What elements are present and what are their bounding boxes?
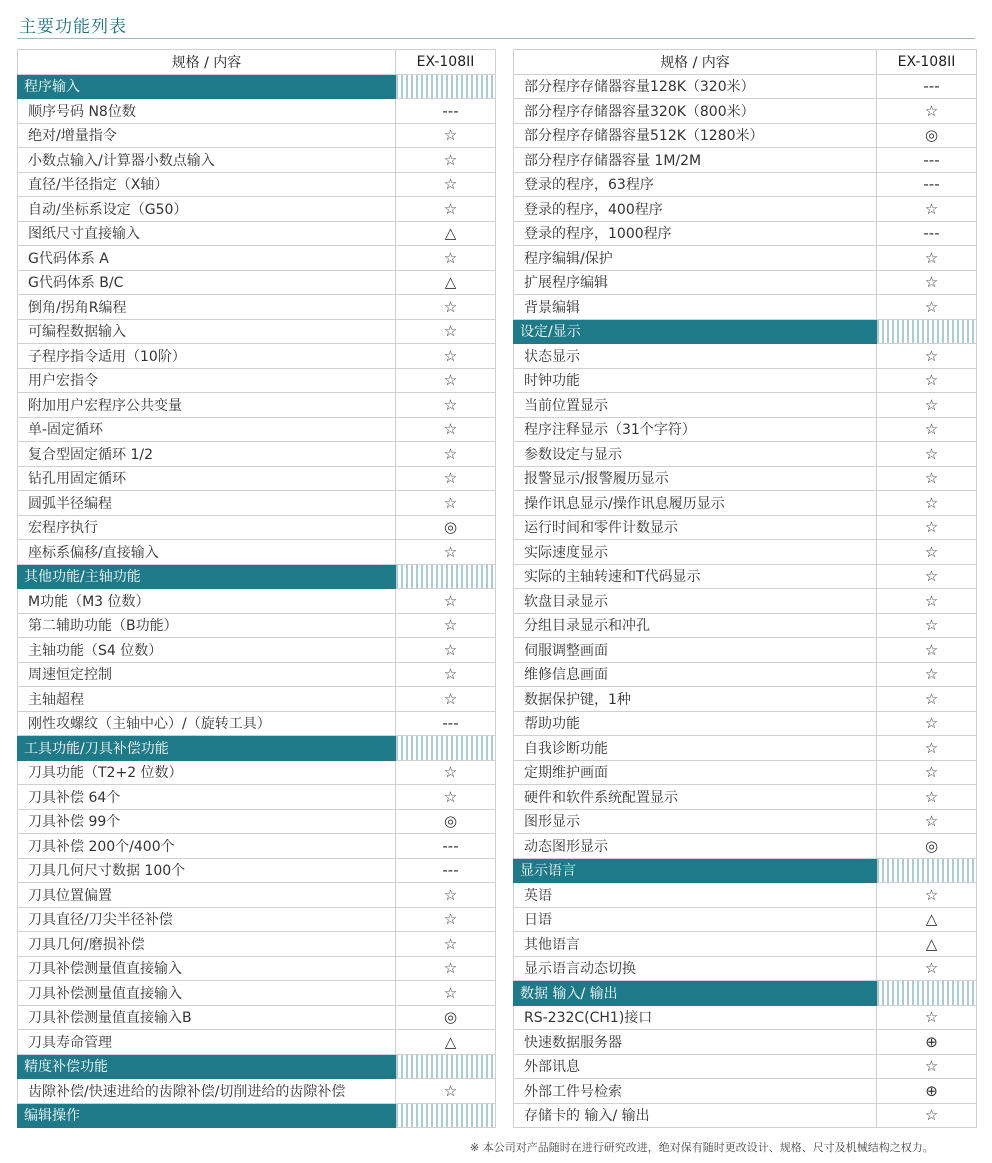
spec-column-header: 规格 / 内容 [514, 50, 877, 75]
availability-mark: ☆ [877, 368, 977, 393]
availability-mark: ☆ [396, 932, 496, 957]
spec-label: 用户宏指令 [18, 368, 396, 393]
spec-label: 参数设定与显示 [514, 442, 877, 467]
spec-label: 登录的程序，63程序 [514, 172, 877, 197]
availability-mark: ☆ [877, 1005, 977, 1030]
spec-label: 软盘目录显示 [514, 589, 877, 614]
spec-label: 自我诊断功能 [514, 736, 877, 761]
table-row [514, 834, 977, 859]
spec-label: 扩展程序编辑 [514, 270, 877, 295]
section-header-row [18, 736, 496, 761]
table-row [18, 295, 496, 320]
table-row [18, 858, 496, 883]
table-row [18, 638, 496, 663]
section-header-row [18, 1103, 496, 1128]
availability-mark: ☆ [396, 638, 496, 663]
table-row [18, 246, 496, 271]
table-row [514, 883, 977, 908]
availability-mark: ☆ [877, 687, 977, 712]
table-row [18, 589, 496, 614]
table-row [18, 613, 496, 638]
availability-mark: ☆ [396, 319, 496, 344]
spec-label: 主轴超程 [18, 687, 396, 712]
section-title: 显示语言 [514, 858, 877, 883]
header-row [514, 50, 977, 75]
availability-mark: ☆ [396, 907, 496, 932]
table-row [18, 270, 496, 295]
spec-label: 部分程序存储器容量128K（320米） [514, 74, 877, 99]
table-row [514, 393, 977, 418]
title-divider [17, 38, 975, 39]
table-row [514, 417, 977, 442]
section-pattern [877, 858, 977, 883]
table-row [18, 344, 496, 369]
availability-mark: ☆ [396, 368, 496, 393]
spec-label: 图形显示 [514, 809, 877, 834]
availability-mark: ☆ [396, 956, 496, 981]
availability-mark: ☆ [877, 711, 977, 736]
availability-mark: --- [877, 148, 977, 173]
availability-mark: ☆ [396, 883, 496, 908]
table-row [514, 442, 977, 467]
section-title: 工具功能/刀具补偿功能 [18, 736, 396, 761]
spec-label: 背景编辑 [514, 295, 877, 320]
table-row [514, 540, 977, 565]
table-row [514, 123, 977, 148]
spec-label: 刀具补偿 200个/400个 [18, 834, 396, 859]
spec-label: 操作讯息显示/操作讯息履历显示 [514, 491, 877, 516]
spec-label: 快速数据服务器 [514, 1030, 877, 1055]
availability-mark: ☆ [396, 687, 496, 712]
availability-mark: ☆ [396, 123, 496, 148]
availability-mark: ☆ [396, 981, 496, 1006]
availability-mark: ☆ [877, 736, 977, 761]
availability-mark: ☆ [877, 99, 977, 124]
section-pattern [396, 736, 496, 761]
table-row [514, 956, 977, 981]
table-row [514, 1103, 977, 1128]
spec-label: 英语 [514, 883, 877, 908]
page-title: 主要功能列表 [19, 17, 127, 37]
spec-label: 刀具直径/刀尖半径补偿 [18, 907, 396, 932]
spec-label: 单-固定循环 [18, 417, 396, 442]
availability-mark: --- [396, 99, 496, 124]
spec-label: 程序注释显示（31个字符） [514, 417, 877, 442]
spec-label: 帮助功能 [514, 711, 877, 736]
availability-mark: ◎ [396, 809, 496, 834]
spec-label: 主轴功能（S4 位数） [18, 638, 396, 663]
spec-label: 钻孔用固定循环 [18, 466, 396, 491]
spec-label: 实际速度显示 [514, 540, 877, 565]
availability-mark: ☆ [877, 344, 977, 369]
table-row [18, 1079, 496, 1104]
spec-label: 报警显示/报警履历显示 [514, 466, 877, 491]
availability-mark: ◎ [396, 515, 496, 540]
table-row [514, 466, 977, 491]
spec-label: 刀具几何尺寸数据 100个 [18, 858, 396, 883]
table-row [514, 589, 977, 614]
spec-label: 程序编辑/保护 [514, 246, 877, 271]
spec-table-left [17, 49, 496, 1128]
spec-label: 状态显示 [514, 344, 877, 369]
availability-mark: --- [877, 172, 977, 197]
table-row [18, 907, 496, 932]
section-header-row [514, 858, 977, 883]
table-row [18, 491, 496, 516]
model-column-header: EX-108II [396, 50, 496, 75]
table-row [514, 197, 977, 222]
section-title: 编辑操作 [18, 1103, 396, 1128]
availability-mark: ☆ [396, 172, 496, 197]
spec-label: 刀具补偿测量值直接输入B [18, 1005, 396, 1030]
table-row [514, 295, 977, 320]
section-header-row [18, 564, 496, 589]
availability-mark: ☆ [877, 589, 977, 614]
table-row [514, 785, 977, 810]
table-row [18, 148, 496, 173]
availability-mark: ☆ [877, 883, 977, 908]
section-pattern [396, 1103, 496, 1128]
availability-mark: ☆ [877, 466, 977, 491]
spec-label: G代码体系 A [18, 246, 396, 271]
spec-label: 图纸尺寸直接输入 [18, 221, 396, 246]
table-row [18, 540, 496, 565]
spec-label: 部分程序存储器容量 1M/2M [514, 148, 877, 173]
availability-mark: ☆ [877, 246, 977, 271]
table-row [18, 221, 496, 246]
table-row [18, 981, 496, 1006]
availability-mark: ☆ [877, 197, 977, 222]
table-row [514, 515, 977, 540]
spec-label: 自动/坐标系设定（G50） [18, 197, 396, 222]
table-row [514, 907, 977, 932]
spec-label: 动态图形显示 [514, 834, 877, 859]
table-row [514, 148, 977, 173]
availability-mark: --- [396, 711, 496, 736]
section-title: 数据 输入/ 输出 [514, 981, 877, 1006]
spec-label: 硬件和软件系统配置显示 [514, 785, 877, 810]
availability-mark: ☆ [396, 417, 496, 442]
availability-mark: ☆ [877, 638, 977, 663]
table-row [18, 834, 496, 859]
spec-label: 第二辅助功能（B功能） [18, 613, 396, 638]
table-row [18, 368, 496, 393]
spec-label: 附加用户宏程序公共变量 [18, 393, 396, 418]
availability-mark: ☆ [877, 809, 977, 834]
table-row [18, 932, 496, 957]
availability-mark: ☆ [396, 785, 496, 810]
availability-mark: ☆ [396, 1079, 496, 1104]
spec-label: 显示语言动态切换 [514, 956, 877, 981]
table-row [514, 491, 977, 516]
table-row [514, 172, 977, 197]
table-row [514, 736, 977, 761]
section-pattern [877, 981, 977, 1006]
spec-label: 当前位置显示 [514, 393, 877, 418]
spec-label: 实际的主轴转速和T代码显示 [514, 564, 877, 589]
spec-label: 部分程序存储器容量320K（800米） [514, 99, 877, 124]
header-row [18, 50, 496, 75]
availability-mark: ☆ [396, 760, 496, 785]
table-row [514, 74, 977, 99]
spec-column-header: 规格 / 内容 [18, 50, 396, 75]
table-row [18, 883, 496, 908]
section-title: 设定/显示 [514, 319, 877, 344]
spec-label: 登录的程序，1000程序 [514, 221, 877, 246]
section-pattern [877, 319, 977, 344]
availability-mark: ⊕ [877, 1030, 977, 1055]
table-row [514, 687, 977, 712]
availability-mark: ⊕ [877, 1079, 977, 1104]
table-row [514, 1054, 977, 1079]
availability-mark: ☆ [877, 1054, 977, 1079]
model-column-header: EX-108II [877, 50, 977, 75]
spec-label: 可编程数据输入 [18, 319, 396, 344]
table-row [514, 368, 977, 393]
table-row [18, 417, 496, 442]
spec-label: 顺序号码 N8位数 [18, 99, 396, 124]
availability-mark: ☆ [877, 956, 977, 981]
table-row [18, 466, 496, 491]
availability-mark: ☆ [877, 1103, 977, 1128]
spec-label: 部分程序存储器容量512K（1280米） [514, 123, 877, 148]
availability-mark: ☆ [396, 442, 496, 467]
spec-label: 数据保护键，1种 [514, 687, 877, 712]
section-pattern [396, 564, 496, 589]
availability-mark: --- [396, 834, 496, 859]
table-row [514, 760, 977, 785]
spec-label: 刀具补偿 64个 [18, 785, 396, 810]
table-row [18, 785, 496, 810]
availability-mark: ☆ [396, 662, 496, 687]
availability-mark: ◎ [877, 834, 977, 859]
availability-mark: ☆ [396, 246, 496, 271]
table-row [18, 319, 496, 344]
availability-mark: ☆ [396, 148, 496, 173]
table-row [514, 809, 977, 834]
table-row [18, 760, 496, 785]
section-title: 其他功能/主轴功能 [18, 564, 396, 589]
table-row [514, 1030, 977, 1055]
spec-label: 子程序指令适用（10阶） [18, 344, 396, 369]
availability-mark: ☆ [877, 491, 977, 516]
availability-mark: △ [396, 221, 496, 246]
spec-label: G代码体系 B/C [18, 270, 396, 295]
table-row [514, 1079, 977, 1104]
availability-mark: --- [877, 221, 977, 246]
availability-mark: ☆ [396, 393, 496, 418]
table-row [514, 662, 977, 687]
spec-label: 维修信息画面 [514, 662, 877, 687]
availability-mark: ☆ [877, 417, 977, 442]
availability-mark: ☆ [396, 466, 496, 491]
section-header-row [514, 981, 977, 1006]
table-row [18, 442, 496, 467]
spec-label: 运行时间和零件计数显示 [514, 515, 877, 540]
spec-label: RS-232C(CH1)接口 [514, 1005, 877, 1030]
availability-mark: △ [877, 907, 977, 932]
spec-label: 小数点输入/计算器小数点输入 [18, 148, 396, 173]
spec-label: 外部讯息 [514, 1054, 877, 1079]
table-row [514, 564, 977, 589]
section-pattern [396, 74, 496, 99]
availability-mark: ◎ [396, 1005, 496, 1030]
spec-label: 复合型固定循环 1/2 [18, 442, 396, 467]
spec-label: 伺服调整画面 [514, 638, 877, 663]
availability-mark: --- [877, 74, 977, 99]
spec-label: 刀具补偿 99个 [18, 809, 396, 834]
availability-mark: ☆ [877, 564, 977, 589]
spec-label: 直径/半径指定（X轴） [18, 172, 396, 197]
availability-mark: ◎ [877, 123, 977, 148]
availability-mark: △ [396, 1030, 496, 1055]
table-row [514, 1005, 977, 1030]
table-row [18, 172, 496, 197]
table-row [18, 123, 496, 148]
spec-label: 刀具补偿测量值直接输入 [18, 981, 396, 1006]
availability-mark: △ [877, 932, 977, 957]
availability-mark: ☆ [877, 295, 977, 320]
spec-label: 刀具补偿测量值直接输入 [18, 956, 396, 981]
table-row [18, 1030, 496, 1055]
spec-label: 刀具功能（T2+2 位数） [18, 760, 396, 785]
table-row [18, 956, 496, 981]
table-row [514, 932, 977, 957]
spec-label: 倒角/拐角R编程 [18, 295, 396, 320]
spec-label: 存储卡的 输入/ 输出 [514, 1103, 877, 1128]
availability-mark: ☆ [396, 589, 496, 614]
availability-mark: ☆ [877, 760, 977, 785]
availability-mark: ☆ [877, 662, 977, 687]
spec-label: 其他语言 [514, 932, 877, 957]
table-row [18, 687, 496, 712]
spec-table-right [513, 49, 977, 1128]
table-row [514, 613, 977, 638]
spec-label: 周速恒定控制 [18, 662, 396, 687]
spec-label: 刀具几何/磨损补偿 [18, 932, 396, 957]
availability-mark: ☆ [877, 270, 977, 295]
section-header-row [18, 74, 496, 99]
table-row [18, 99, 496, 124]
spec-label: 绝对/增量指令 [18, 123, 396, 148]
availability-mark: --- [396, 858, 496, 883]
spec-label: 日语 [514, 907, 877, 932]
spec-label: 圆弧半径编程 [18, 491, 396, 516]
table-row [18, 809, 496, 834]
availability-mark: ☆ [877, 785, 977, 810]
availability-mark: ☆ [877, 393, 977, 418]
table-row [514, 344, 977, 369]
table-row [514, 221, 977, 246]
spec-label: M功能（M3 位数） [18, 589, 396, 614]
spec-label: 定期维护画面 [514, 760, 877, 785]
spec-label: 分组目录显示和冲孔 [514, 613, 877, 638]
availability-mark: ☆ [396, 613, 496, 638]
spec-label: 宏程序执行 [18, 515, 396, 540]
availability-mark: ☆ [877, 540, 977, 565]
table-row [514, 99, 977, 124]
spec-label: 齿隙补偿/快速进给的齿隙补偿/切削进给的齿隙补偿 [18, 1079, 396, 1104]
availability-mark: ☆ [877, 442, 977, 467]
availability-mark: ☆ [877, 613, 977, 638]
section-header-row [514, 319, 977, 344]
section-header-row [18, 1054, 496, 1079]
spec-label: 座标系偏移/直接输入 [18, 540, 396, 565]
table-row [514, 711, 977, 736]
spec-label: 刀具寿命管理 [18, 1030, 396, 1055]
section-title: 精度补偿功能 [18, 1054, 396, 1079]
spec-label: 外部工件号检索 [514, 1079, 877, 1104]
table-row [18, 1005, 496, 1030]
footnote: ※ 本公司对产品随时在进行研究改进，绝对保有随时更改设计、规格、尺寸及机械结构之权力。 [470, 1141, 934, 1154]
spec-label: 时钟功能 [514, 368, 877, 393]
availability-mark: △ [396, 270, 496, 295]
section-pattern [396, 1054, 496, 1079]
spec-label: 刀具位置偏置 [18, 883, 396, 908]
table-row [18, 711, 496, 736]
table-row [514, 270, 977, 295]
table-row [18, 197, 496, 222]
table-row [18, 662, 496, 687]
availability-mark: ☆ [396, 540, 496, 565]
table-row [18, 515, 496, 540]
availability-mark: ☆ [396, 295, 496, 320]
section-title: 程序输入 [18, 74, 396, 99]
availability-mark: ☆ [396, 344, 496, 369]
availability-mark: ☆ [396, 491, 496, 516]
availability-mark: ☆ [877, 515, 977, 540]
table-row [514, 246, 977, 271]
table-row [514, 638, 977, 663]
availability-mark: ☆ [396, 197, 496, 222]
table-row [18, 393, 496, 418]
spec-label: 登录的程序，400程序 [514, 197, 877, 222]
spec-label: 刚性攻螺纹（主轴中心）/（旋转工具） [18, 711, 396, 736]
